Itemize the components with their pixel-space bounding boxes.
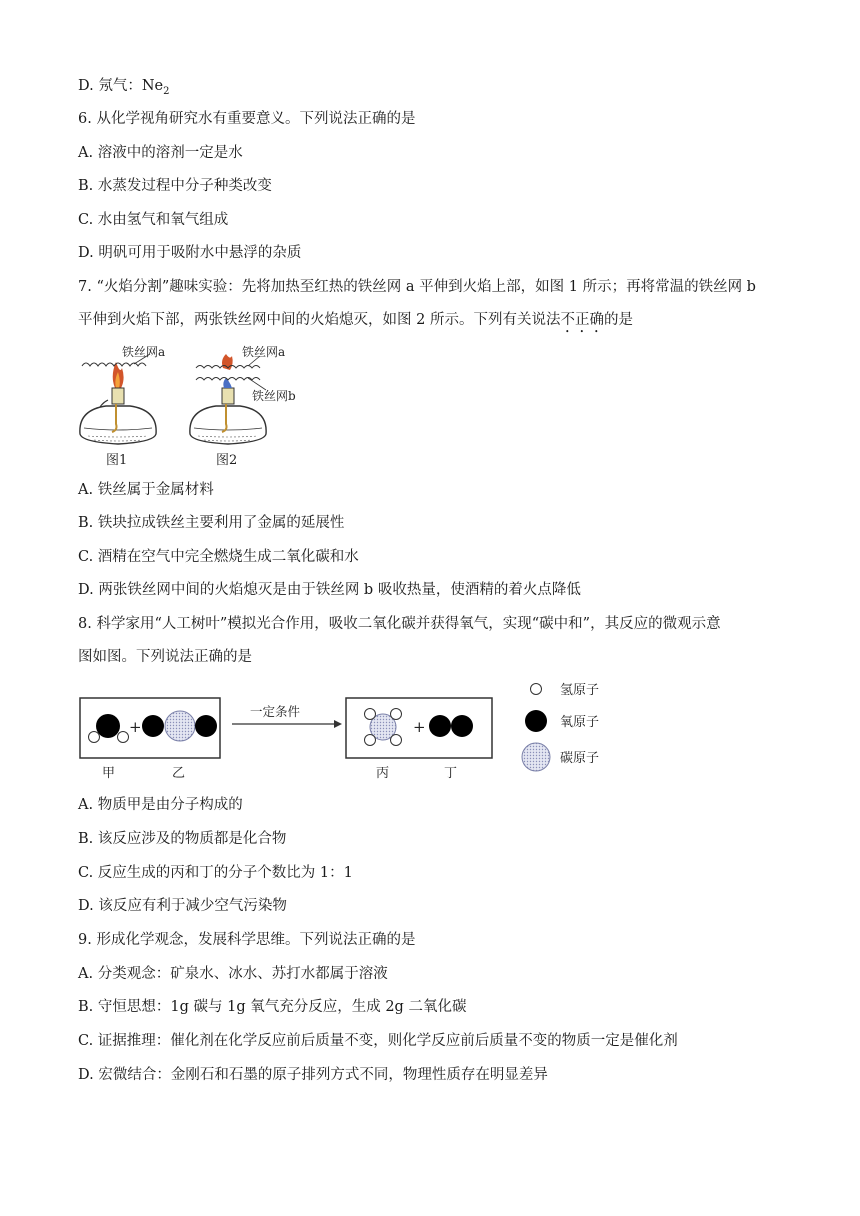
subscript: 2: [163, 85, 170, 97]
emphasis-text: 不正确: [560, 312, 604, 328]
label-bing: 丙: [376, 766, 390, 781]
q6-option-b: B. 水蒸发过程中分子种类改变: [78, 178, 272, 194]
label-jia: 甲: [102, 766, 116, 781]
q7-option-a: A. 铁丝属于金属材料: [78, 482, 214, 498]
q6-option-d: D. 明矾可用于吸附水中悬浮的杂质: [78, 245, 302, 261]
label-mesh-b-fig2: 铁丝网b: [252, 389, 296, 403]
q5-option-d: D. 氖气：$Ne_2$: [78, 78, 170, 97]
label-mesh-a-fig2: 铁丝网a: [242, 345, 286, 359]
q7-option-d: D. 两张铁丝网中间的火焰熄灭是由于铁丝网 b 吸收热量，使酒精的着火点降低: [78, 582, 581, 598]
legend-oxygen-marker: [525, 710, 547, 732]
legend-hydrogen-marker: [531, 684, 542, 695]
molecule-bing-methane: [365, 709, 402, 746]
q9-option-d: D. 宏微结合：金刚石和石墨的原子排列方式不同，物理性质存在明显差异: [78, 1067, 548, 1083]
caption-fig1: 图1: [106, 453, 128, 468]
q9-option-c: C. 证据推理：催化剂在化学反应前后质量不变，则化学反应前后质量不变的物质一定是催化剂: [78, 1033, 678, 1049]
arrow-condition-label: 一定条件: [250, 704, 301, 719]
q7-option-c: C. 酒精在空气中完全燃烧生成二氧化碳和水: [78, 549, 359, 565]
plus-sign-2: +: [413, 718, 426, 736]
plus-sign-1: +: [129, 718, 142, 736]
q8-option-b: B. 该反应涉及的物质都是化合物: [78, 831, 287, 847]
q8-option-d: D. 该反应有利于减少空气污染物: [78, 898, 287, 914]
figure-7-flame-experiment: [70, 338, 330, 468]
q8-stem-line2: 图如图。下列说法正确的是: [78, 649, 252, 665]
q9-option-b: B. 守恒思想：1g 碳与 1g 氧气充分反应，生成 2g 二氧化碳: [78, 999, 467, 1015]
q9-stem: 9. 形成化学观念，发展科学思维。下列说法正确的是: [78, 932, 416, 948]
legend-carbon-marker: [522, 743, 550, 771]
q7-stem-line2: 平伸到火焰下部，两张铁丝网中间的火焰熄灭，如图 2 所示。下列有关说法不正确的是: [78, 312, 633, 328]
legend-carbon: 碳原子: [560, 751, 600, 766]
q6-option-c: C. 水由氢气和氧气组成: [78, 212, 229, 228]
q8-option-a: A. 物质甲是由分子构成的: [78, 797, 243, 813]
label-yi: 乙: [172, 766, 186, 781]
q8-stem-line1: 8. 科学家用“人工树叶”模拟光合作用，吸收二氧化碳并获得氧气，实现“碳中和”，其反应的微观示意: [78, 616, 721, 632]
legend-oxygen: 氧原子: [560, 715, 600, 730]
q9-option-a: A. 分类观念：矿泉水、冰水、苏打水都属于溶液: [78, 966, 388, 982]
label-ding: 丁: [444, 766, 458, 781]
legend: [522, 683, 599, 771]
q8-option-c: C. 反应生成的丙和丁的分子个数比为 1：1: [78, 865, 353, 881]
caption-fig2: 图2: [216, 453, 238, 468]
legend-hydrogen: 氢原子: [560, 683, 600, 698]
q6-stem: 6. 从化学视角研究水有重要意义。下列说法正确的是: [78, 111, 416, 127]
q6-option-a: A. 溶液中的溶剂一定是水: [78, 145, 243, 161]
q7-stem-line1: 7. “火焰分割”趣味实验：先将加热至红热的铁丝网 a 平伸到火焰上部，如图 1 所示；再将常温的铁丝网 b: [78, 279, 756, 295]
label-mesh-a-fig1: 铁丝网a: [122, 345, 166, 359]
q7-option-b: B. 铁块拉成铁丝主要利用了金属的延展性: [78, 515, 345, 531]
figure-8-reaction-diagram: [76, 676, 636, 786]
alcohol-lamp-1: [80, 354, 156, 444]
molecule-yi-co2: [142, 711, 217, 741]
